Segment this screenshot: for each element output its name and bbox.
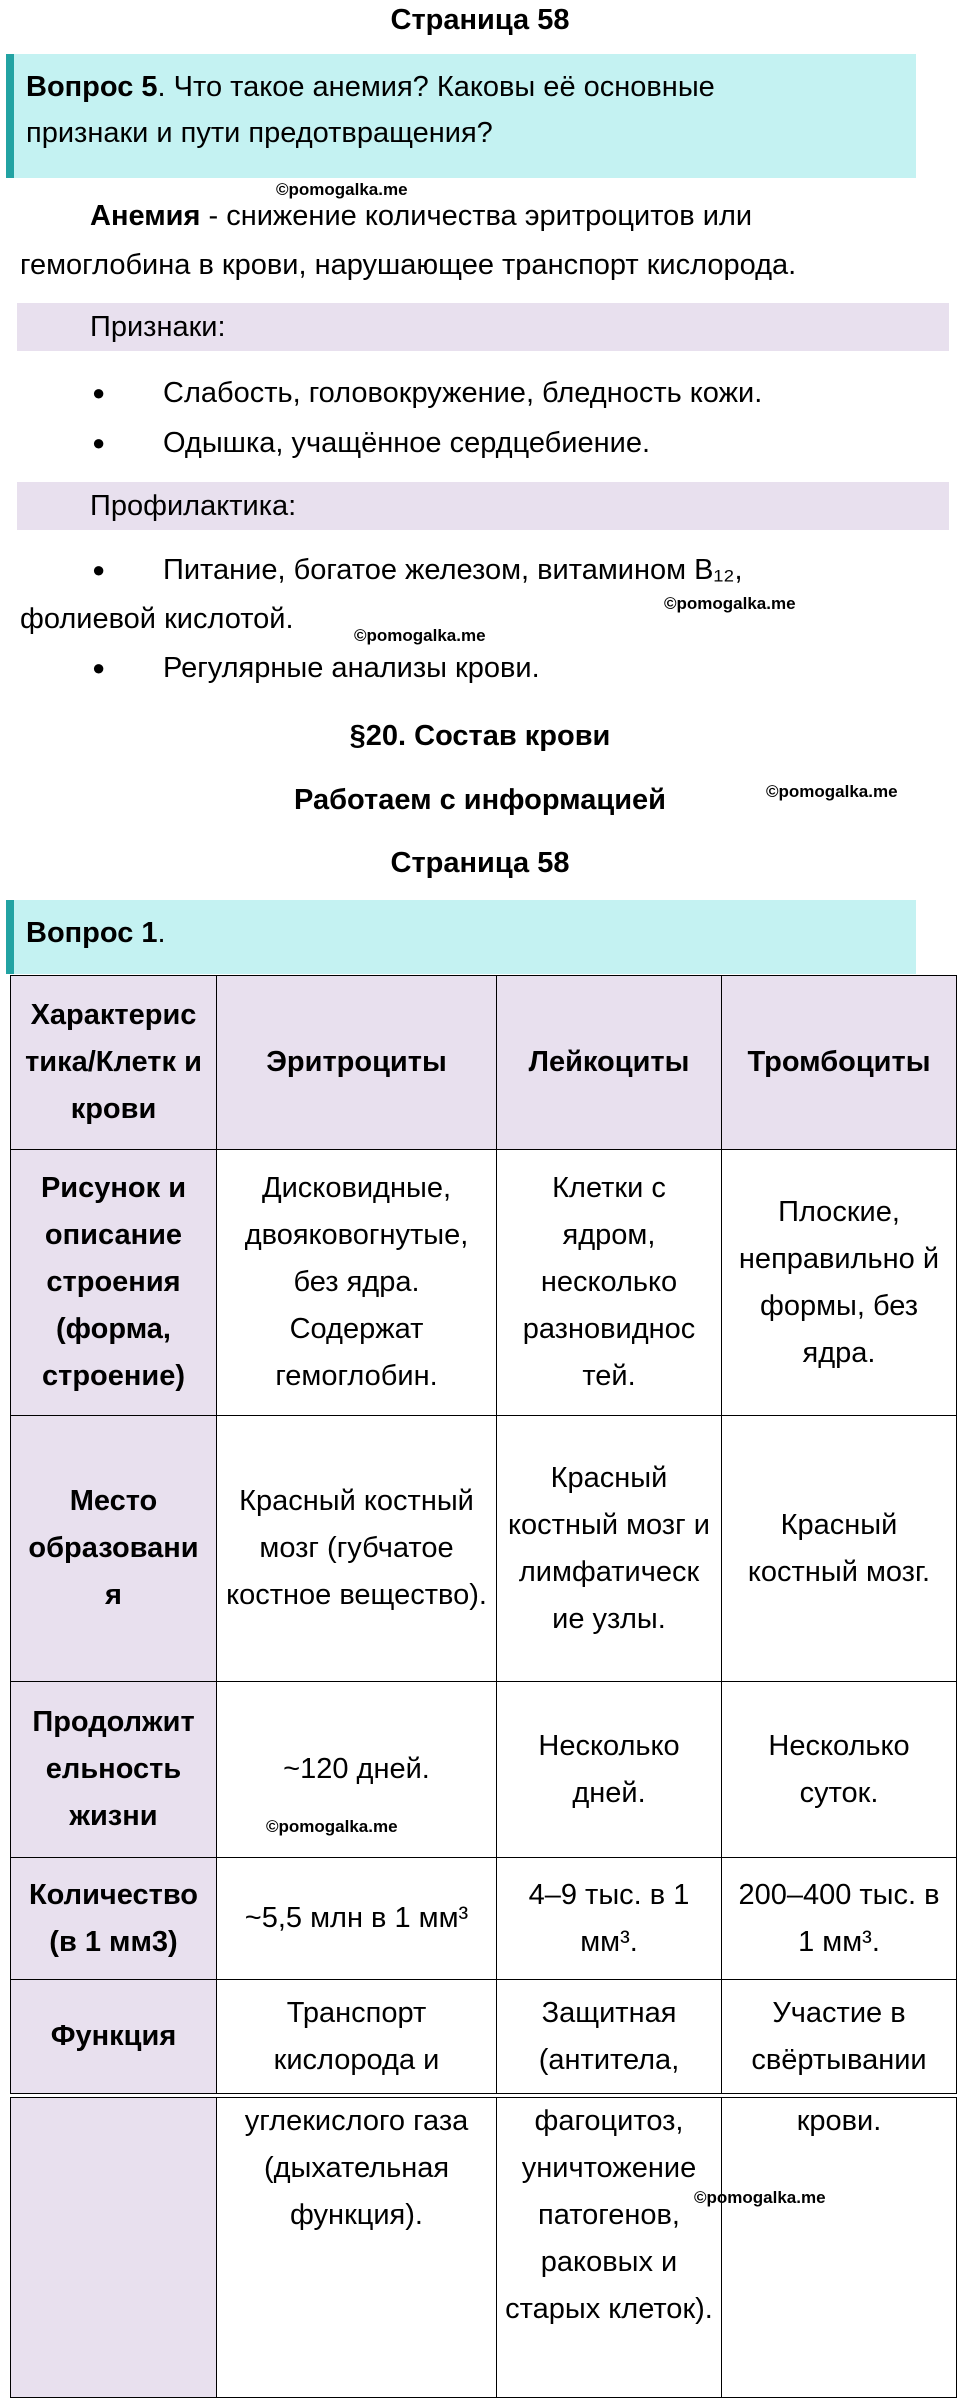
prevention-item-2: Регулярные анализы крови. — [163, 652, 540, 684]
question-5-number: Вопрос 5 — [26, 71, 158, 103]
cell-platelets-function: Участие в свёртывании — [722, 1980, 957, 2094]
section-page-title: Страница 58 — [390, 847, 570, 879]
watermark: ©pomogalka.me — [766, 782, 898, 801]
question-1-box — [6, 900, 916, 974]
answer-term: Анемия — [90, 200, 201, 232]
sign-item-2: Одышка, учащённое сердцебиение. — [163, 427, 651, 459]
answer-definition-line2: гемоглобина в крови, нарушающее транспорт кислорода. — [20, 249, 797, 281]
page-title: Страница 58 — [390, 4, 570, 36]
table-row — [11, 1980, 957, 2094]
cell-erythrocytes-structure: Дисковидные, двояковогнутые, без ядра. Содержат гемоглобин. — [217, 1150, 497, 1416]
blood-cells-table-continued — [10, 2097, 957, 2398]
cell-leukocytes-structure: Клетки с ядром, несколько разновиднос тей. — [497, 1150, 722, 1416]
cell-platelets-origin: Красный костный мозг. — [722, 1416, 957, 1682]
cell-leukocytes-function-continued: фагоцитоз, уничтожение патогенов, раковых и старых клеток). — [497, 2098, 722, 2398]
header-erythrocytes: Эритроциты — [217, 976, 497, 1150]
cell-erythrocytes-function-continued: углекислого газа (дыхательная функция). — [217, 2098, 497, 2398]
table-row — [11, 1416, 957, 1682]
cell-erythrocytes-lifespan: ~120 дней. — [217, 1682, 497, 1858]
bullet-icon: ● — [92, 557, 106, 582]
table-row — [11, 1150, 957, 1416]
bullet-icon: ● — [92, 380, 106, 405]
row-label-function: Функция — [11, 1980, 217, 2094]
table-row — [11, 2098, 957, 2398]
row-label-structure: Рисунок и описание строения (форма, строение) — [11, 1150, 217, 1416]
watermark: ©pomogalka.me — [266, 1817, 398, 1836]
watermark: ©pomogalka.me — [354, 626, 486, 645]
prevention-item-1-line2: фолиевой кислотой. — [20, 603, 294, 635]
cell-platelets-lifespan: Несколько суток. — [722, 1682, 957, 1858]
bullet-icon: ● — [92, 655, 106, 680]
cell-erythrocytes-function: Транспорт кислорода и — [217, 1980, 497, 2094]
watermark: ©pomogalka.me — [694, 2188, 826, 2207]
cell-erythrocytes-origin: Красный костный мозг (губчатое костное вещество). — [217, 1416, 497, 1682]
question-1-number: Вопрос 1 — [26, 917, 158, 949]
cell-platelets-function-continued: крови. — [722, 2098, 957, 2398]
row-label-lifespan: Продолжит ельность жизни — [11, 1682, 217, 1858]
prevention-item-1-line1: Питание, богатое железом, витамином B₁₂, — [163, 554, 743, 586]
row-label-function-continued — [11, 2098, 217, 2398]
cell-leukocytes-lifespan: Несколько дней. — [497, 1682, 722, 1858]
header-platelets: Тромбоциты — [722, 976, 957, 1150]
signs-header: Признаки: — [90, 311, 226, 343]
row-label-origin: Место образовани я — [11, 1416, 217, 1682]
sign-item-1: Слабость, головокружение, бледность кожи. — [163, 377, 763, 409]
row-label-quantity: Количество (в 1 мм3) — [11, 1858, 217, 1980]
cell-leukocytes-function: Защитная (антитела, — [497, 1980, 722, 2094]
answer-def-text1: - снижение количества эритроцитов или — [200, 200, 753, 232]
table-row — [11, 1682, 957, 1858]
question-5-box — [6, 54, 916, 178]
table-header-row — [11, 976, 957, 1150]
question-1-dot: . — [157, 917, 166, 949]
watermark: ©pomogalka.me — [276, 180, 408, 199]
header-leukocytes: Лейкоциты — [497, 976, 722, 1150]
cell-platelets-quantity: 200–400 тыс. в 1 мм³. — [722, 1858, 957, 1980]
header-characteristic: Характерис тика/Клетк и крови — [11, 976, 217, 1150]
cell-leukocytes-origin: Красный костный мозг и лимфатическ ие узлы. — [497, 1416, 722, 1682]
answer-definition-line1 — [90, 196, 752, 236]
watermark: ©pomogalka.me — [664, 594, 796, 613]
section-subtitle: Работаем с информацией — [294, 784, 666, 816]
question-5-text-line2: признаки и пути предотвращения? — [26, 117, 493, 149]
blood-cells-table — [10, 975, 957, 2094]
cell-leukocytes-quantity: 4–9 тыс. в 1 мм³. — [497, 1858, 722, 1980]
question-5-text-line1: . Что такое анемия? Каковы её основные — [157, 71, 715, 103]
table-row — [11, 1858, 957, 1980]
section-title: §20. Состав крови — [349, 720, 611, 752]
cell-platelets-structure: Плоские, неправильно й формы, без ядра. — [722, 1150, 957, 1416]
prevention-header: Профилактика: — [90, 490, 297, 522]
cell-erythrocytes-quantity: ~5,5 млн в 1 мм³ — [217, 1858, 497, 1980]
bullet-icon: ● — [92, 430, 106, 455]
